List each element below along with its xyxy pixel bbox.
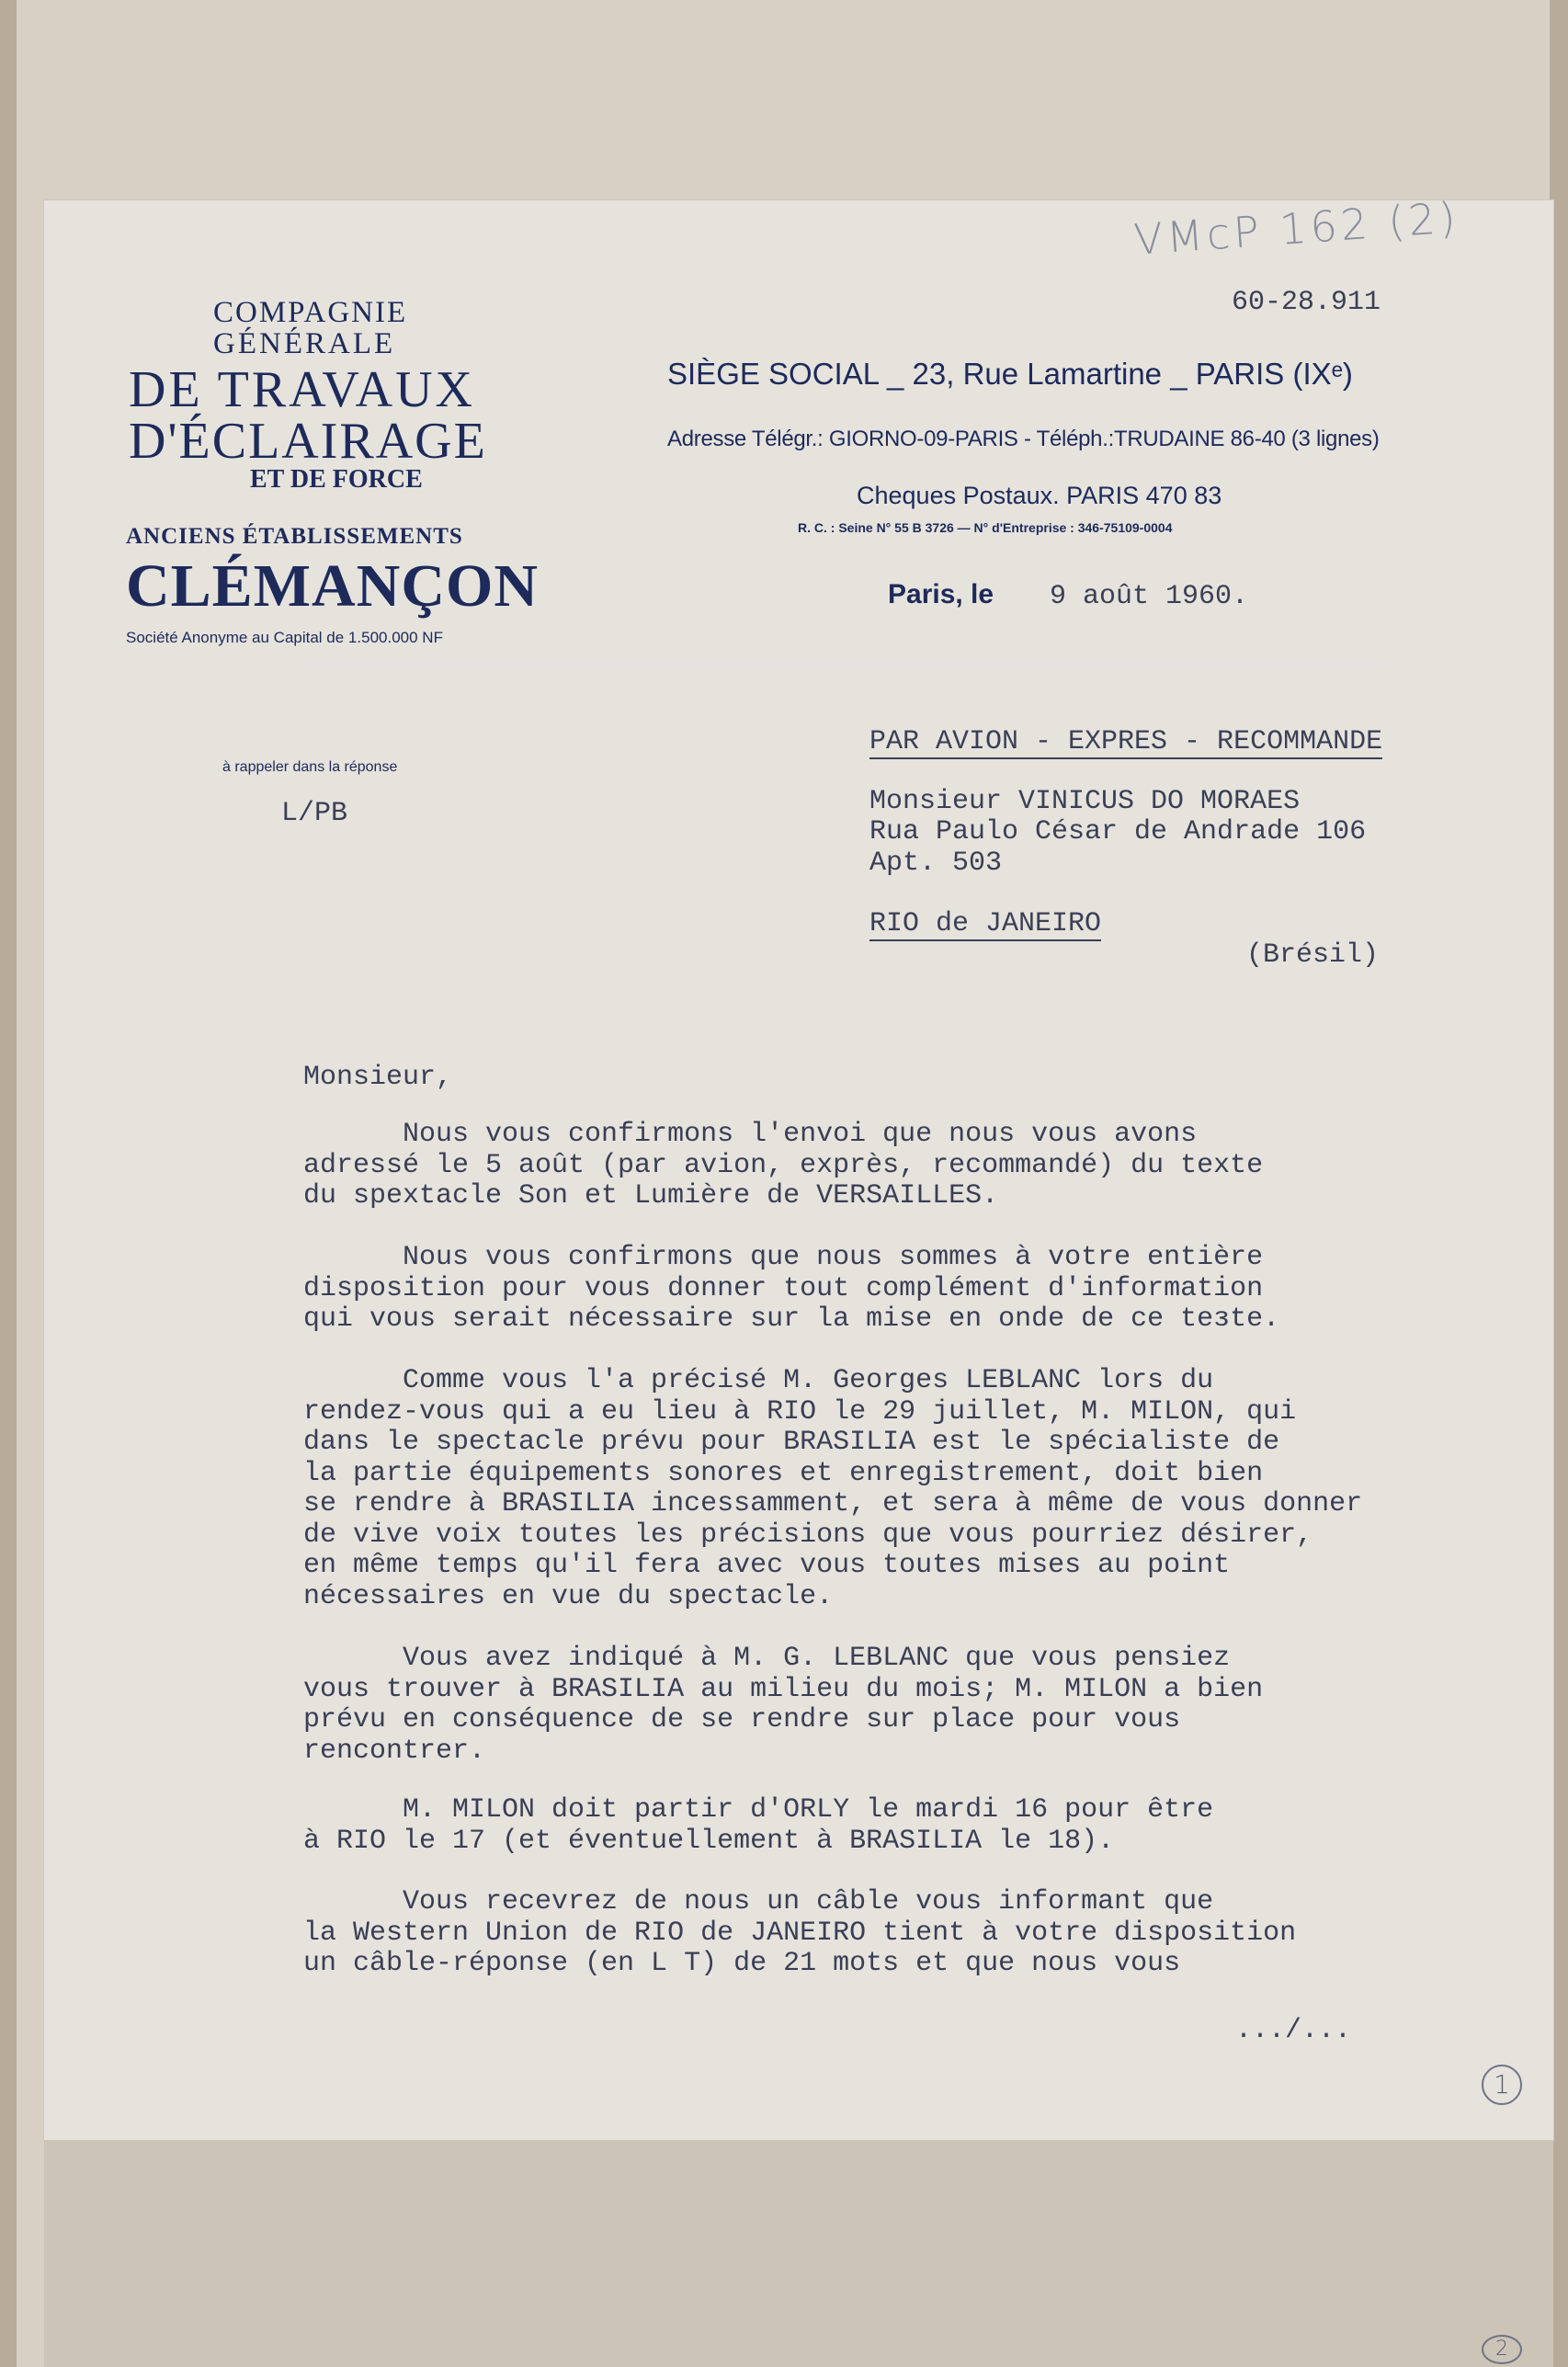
body-paragraph-1: Nous vous confirmons l'envoi que nous vous avons adressé le 5 août (par avion, exprès, recommandé) du texte du spextacle Son et Lumière de VERSAILLES. [303,1119,1264,1212]
letterhead-capital: Société Anonyme au Capital de 1.500.000 NF [126,629,443,646]
recipient-name: Monsieur VINICUS DO MORAES [869,786,1301,817]
reference-label: à rappeler dans la réponse [222,759,398,775]
continuation-mark: .../... [1235,2015,1352,2046]
postal-cheques: Cheques Postaux. PARIS 470 83 [857,482,1222,509]
letter-date: 9 août 1960. [1050,581,1249,612]
reference-value: L/PB [281,798,348,829]
next-sheet-edge [44,2140,1553,2367]
letterhead-line-eclairage: D'ÉCLAIRAGE [129,413,487,470]
letterhead-line-travaux: DE TRAVAUX [129,361,475,418]
archive-reference: VMcP 162 (2) [1132,192,1461,265]
body-paragraph-6: Vous recevrez de nous un câble vous informant que la Western Union de RIO de JANEIRO tient à votre disposition un câble-réponse (en L T) de 21 mots et que nous vous [303,1886,1297,1979]
page-number-bottom: 2 [1482,2335,1522,2364]
recipient-street: Rua Paulo César de Andrade 106 [869,816,1367,848]
letterhead-line-generale: GÉNÉRALE [213,327,396,360]
recipient-city: RIO de JANEIRO [869,908,1102,939]
show-through-decoration [303,662,1406,901]
recipient-country: (Brésil) [1246,939,1380,971]
registry-numbers: R. C. : Seine N° 55 B 3726 — N° d'Entreprise : 346-75109-0004 [798,520,1173,535]
delivery-mode: PAR AVION - EXPRES - RECOMMANDE [869,726,1383,757]
phone-reference: 60-28.911 [1232,287,1381,318]
date-prefix: Paris, le [888,579,994,609]
body-paragraph-4: Vous avez indiqué à M. G. LEBLANC que vous pensiez vous trouver à BRASILIA au milieu du mois; M. MILON a bien prévu en conséquence de se rendre sur place pour vous rencontrer. [303,1643,1264,1767]
page-number: 1 [1482,2065,1522,2105]
salutation: Monsieur, [303,1062,453,1093]
recipient-apartment: Apt. 503 [869,848,1003,879]
body-paragraph-2: Nous vous confirmons que nous sommes à votre entière disposition pour vous donner tout complément d'information qui vous serait nécessaire sur la mise en onde de ce teзte. [303,1242,1280,1335]
body-paragraph-3: Comme vous l'a précisé M. Georges LEBLANC lors du rendez-vous qui a eu lieu à RIO le 29 juillet, M. MILON, qui dans le spectacle prévu pour BRASILIA est le spécialiste de la partie équipements sonores et enregistrement, doit bien se rendre à BRASILIA incessamment, et sera à même de vous donner de vive voix toutes les précisions que vous pourriez désirer, en même temps qu'il fera avec vous toutes mises au point nécessaires en vue du spectacle. [303,1365,1363,1612]
letterhead-line-compagnie: COMPAGNIE [213,296,408,329]
letterhead-company-name: CLÉMANÇON [126,552,539,620]
letterhead-line-anciens: ANCIENS ÉTABLISSEMENTS [126,524,463,549]
body-paragraph-5: M. MILON doit partir d'ORLY le mardi 16 pour être à RIO le 17 (et éventuellement à BRASILIA le 18). [303,1794,1214,1857]
head-office-address: SIÈGE SOCIAL _ 23, Rue Lamartine _ PARIS (IXᵉ) [667,357,1353,391]
letterhead-line-force: ET DE FORCE [250,465,423,494]
telegraph-phone: Adresse Télégr.: GIORNO-09-PARIS - Téléph.:TRUDAINE 86-40 (3 lignes) [667,427,1380,451]
